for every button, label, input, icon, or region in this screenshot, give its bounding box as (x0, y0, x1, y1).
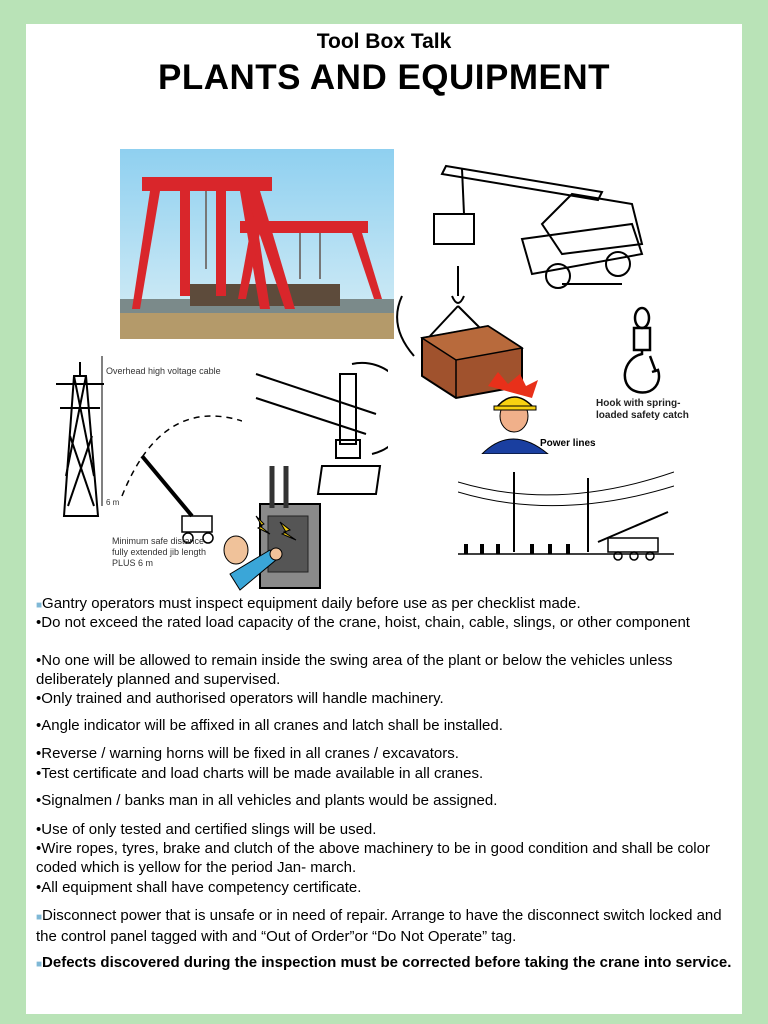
point-wire-ropes: •Wire ropes, tyres, brake and clutch of the above machinery to be in good condition and shall be color coded which is yellow for the period Jan- march. (36, 840, 710, 876)
min-distance-caption (112, 536, 206, 569)
hook-drawing (612, 306, 672, 398)
bullet-square-icon: ■ (36, 959, 43, 970)
distance-mark: 6 m (106, 498, 120, 507)
power-lines-diagram (458, 442, 674, 582)
electrical-panel-drawing (220, 464, 326, 598)
point-signalmen: •Signalmen / banks man in all vehicles and plants would be assigned. (36, 792, 498, 809)
point-daily-inspection: ■Gantry operators must inspect equipment daily before use as per checklist made. (36, 595, 581, 612)
point-certified-slings: •Use of only tested and certified slings will be used. (36, 821, 377, 838)
min-distance-label-1: Minimum safe distance (112, 536, 205, 546)
point-rated-load: •Do not exceed the rated load capacity of the crane, hoist, chain, cable, slings, or other component (36, 614, 690, 631)
hook-label-2: loaded safety catch (596, 410, 689, 421)
point-warning-horns: •Reverse / warning horns will be fixed in all cranes / excavators. (36, 745, 459, 762)
point-test-certificate: •Test certificate and load charts will be made available in all cranes. (36, 765, 484, 782)
min-distance-label-3: PLUS 6 m (112, 558, 154, 568)
point-angle-indicator: •Angle indicator will be affixed in all cranes and latch shall be installed. (36, 717, 503, 734)
bullet-square-icon: ■ (36, 600, 43, 611)
overhead-cable-label: Overhead high voltage cable (106, 366, 221, 376)
power-lines-label: Power lines (540, 438, 596, 449)
document-page (26, 24, 742, 1014)
toolbox-talk-subtitle: Tool Box Talk (316, 30, 452, 53)
bullet-square-icon: ■ (36, 912, 43, 923)
point-trained-operators: •Only trained and authorised operators will handle machinery. (36, 690, 444, 707)
page-title: PLANTS AND EQUIPMENT (157, 58, 611, 97)
point-disconnect-power: ■Disconnect power that is unsafe or in need of repair. Arrange to have the disconnect switch locked and the control panel tagged with and “Out of Order”or “Do Not Operate” tag. (36, 907, 722, 945)
gantry-crane-photo (120, 149, 394, 339)
point-defects: ■Defects discovered during the inspection must be corrected before taking the crane into service. (36, 954, 732, 971)
min-distance-label-2: fully extended jib length (112, 547, 207, 557)
point-swing-area: •No one will be allowed to remain inside the swing area of the plant or below the vehicles unless deliberately planned and supervised. (36, 652, 673, 688)
point-competency-certificate: •All equipment shall have competency certificate. (36, 879, 362, 896)
hook-caption (596, 398, 706, 422)
hook-label-1: Hook with spring- (596, 398, 681, 409)
